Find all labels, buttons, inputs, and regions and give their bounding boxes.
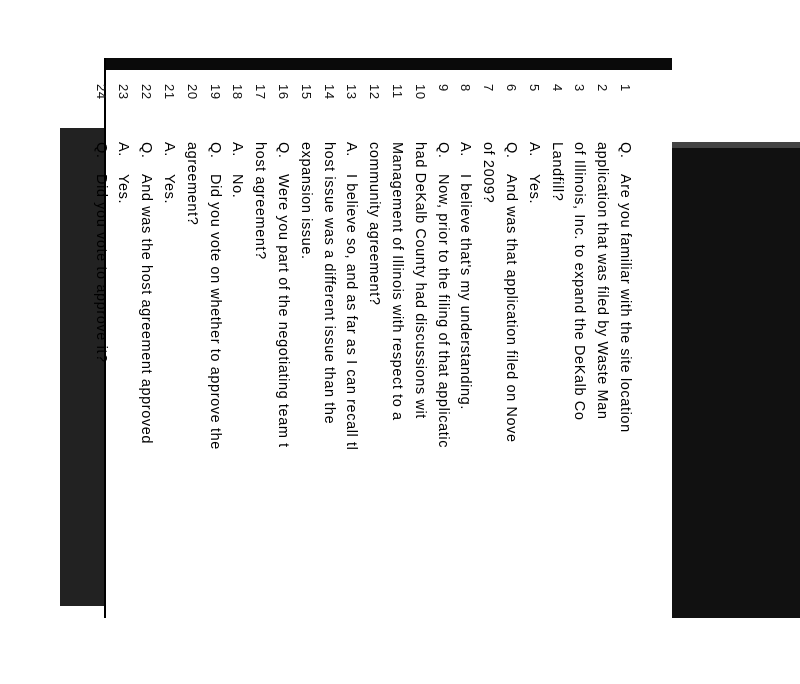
speaker-label: Q.	[92, 142, 109, 159]
transcript-line	[134, 84, 157, 684]
transcript-line	[203, 84, 226, 684]
transcript-line	[226, 84, 249, 684]
speaker-label: A.	[343, 142, 360, 157]
transcript-line	[340, 84, 363, 684]
line-text: application that was filed by Waste Man	[594, 142, 611, 420]
line-text: I believe so, and as far as I can recall tl	[343, 174, 360, 451]
transcript-line	[499, 84, 522, 684]
transcript-line	[613, 84, 636, 684]
line-number: 18	[230, 84, 246, 100]
line-text: Yes.	[525, 174, 542, 205]
speaker-label: Q.	[138, 142, 155, 159]
transcript-line	[454, 84, 477, 684]
line-text: of 2009?	[480, 142, 497, 204]
speaker-label: A.	[457, 142, 474, 157]
scan-shadow-edge	[672, 142, 800, 148]
line-number: 12	[367, 84, 383, 100]
line-number: 4	[549, 84, 565, 92]
line-text: No.	[229, 174, 246, 199]
line-number: 14	[321, 84, 337, 100]
transcript-line	[271, 84, 294, 684]
line-number: 24	[93, 84, 109, 100]
line-number: 3	[572, 84, 588, 92]
line-number: 6	[504, 84, 520, 92]
line-number: 10	[412, 84, 428, 100]
line-number: 7	[481, 84, 497, 92]
transcript-line	[568, 84, 591, 684]
line-text: And was the host agreement approved	[138, 174, 155, 445]
line-number: 22	[139, 84, 155, 100]
transcript-line	[248, 84, 271, 684]
line-text: Did you vote to approve it?	[92, 174, 109, 363]
scan-shadow-right	[672, 142, 800, 618]
line-number: 5	[526, 84, 542, 92]
line-text: Were you part of the negotiating team t	[275, 174, 292, 448]
speaker-label: Q.	[617, 142, 633, 159]
transcript-line	[362, 84, 385, 684]
line-text: I believe that's my understanding.	[457, 174, 474, 410]
speaker-label: A.	[161, 142, 178, 157]
line-number: 19	[207, 84, 223, 100]
line-text: Management of Illinois with respect to a	[389, 142, 406, 421]
line-text: Landfill?	[548, 142, 565, 202]
line-number: 16	[276, 84, 292, 100]
line-text: host issue was a different issue than the	[320, 142, 337, 425]
speaker-label: Q.	[434, 142, 451, 159]
transcript-line	[408, 84, 431, 684]
line-text: agreement?	[183, 142, 200, 226]
transcript-page	[92, 58, 672, 618]
line-text: had DeKalb County had discussions wit	[411, 142, 428, 419]
speaker-label: A.	[525, 142, 542, 157]
transcript-line	[522, 84, 545, 684]
line-number: 13	[344, 84, 360, 100]
line-number: 1	[618, 84, 633, 92]
speaker-label: Q.	[275, 142, 292, 159]
line-number: 11	[390, 84, 406, 99]
speaker-label: A.	[115, 142, 132, 157]
line-number: 21	[162, 84, 178, 100]
line-text: Now, prior to the filing of that applicatic	[434, 174, 451, 449]
transcript-line	[89, 84, 112, 684]
line-text: Yes.	[161, 174, 178, 205]
line-number: 20	[184, 84, 200, 100]
line-text: And was that application filed on Nove	[503, 174, 520, 443]
line-text: community agreement?	[366, 142, 383, 306]
transcript-body	[92, 84, 636, 684]
transcript-line	[545, 84, 568, 684]
line-number: 23	[116, 84, 132, 100]
line-number: 2	[595, 84, 611, 92]
transcript-line	[431, 84, 454, 684]
line-number: 15	[298, 84, 314, 100]
line-text: Yes.	[115, 174, 132, 205]
speaker-label: Q.	[503, 142, 520, 159]
transcript-line	[476, 84, 499, 684]
speaker-label: A.	[229, 142, 246, 157]
line-text: Did you vote on whether to approve the	[206, 174, 223, 450]
transcript-line	[294, 84, 317, 684]
transcript-line	[385, 84, 408, 684]
line-number: 17	[253, 84, 269, 100]
line-text: of Illinois, Inc. to expand the DeKalb Co	[571, 142, 588, 421]
line-number: 8	[458, 84, 474, 92]
line-number: 9	[435, 84, 451, 92]
speaker-label: Q.	[206, 142, 223, 159]
line-text: Are you familiar with the site location	[617, 174, 633, 433]
transcript-line	[590, 84, 613, 684]
transcript-line	[317, 84, 340, 684]
page-top-bar	[104, 58, 672, 70]
transcript-line	[157, 84, 180, 684]
line-text: expansion issue.	[297, 142, 314, 260]
transcript-line	[180, 84, 203, 684]
transcript-line	[112, 84, 135, 684]
line-text: host agreement?	[252, 142, 269, 260]
